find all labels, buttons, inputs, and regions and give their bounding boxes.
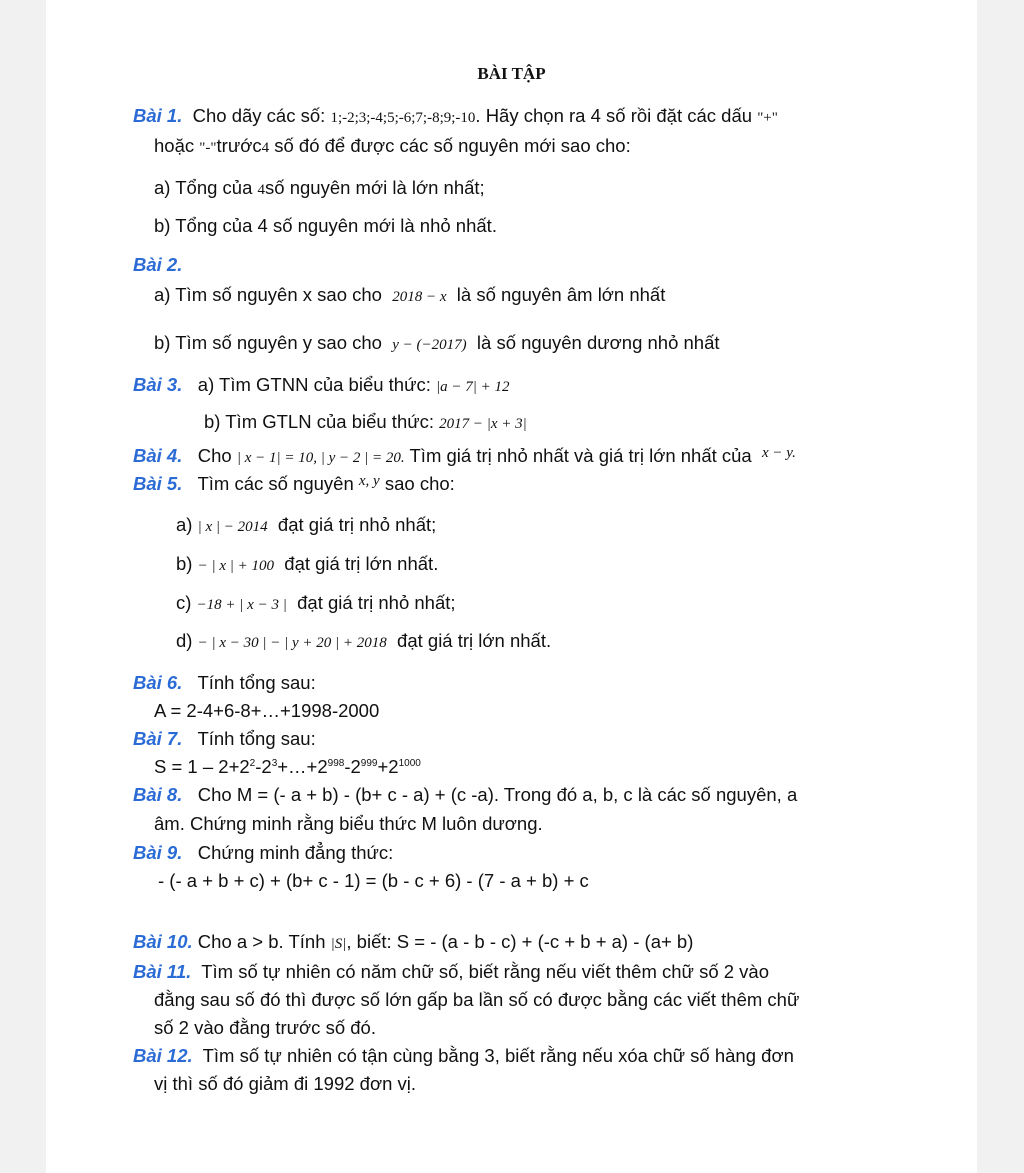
b1-part-b: b) Tổng của 4 số nguyên mới là nhỏ nhất.: [154, 215, 497, 236]
b10-label: Bài 10.: [133, 931, 193, 952]
b10-line: [133, 930, 693, 956]
b5-b-expr: − | x | + 100: [197, 558, 274, 574]
b1-l1-pre: Cho dãy các số:: [192, 105, 326, 126]
b1-plus-sign: "+": [757, 110, 778, 126]
b7-s3: 998: [327, 758, 345, 769]
b6-heading: [133, 671, 316, 695]
b7-e5: +2: [377, 756, 399, 777]
b2-b-expr: y − (−2017): [392, 337, 467, 353]
b2-heading: [133, 253, 182, 277]
b11-label: Bài 11.: [133, 961, 192, 982]
b5-part-a: [176, 513, 436, 539]
b4-pre: Cho: [197, 445, 232, 466]
b2-a-post: là số nguyên âm lớn nhất: [456, 284, 666, 305]
b4-label: Bài 4.: [133, 445, 183, 466]
b7-label: Bài 7.: [133, 728, 183, 749]
b7-s5: 1000: [398, 758, 421, 769]
b12-line-2: vị thì số đó giảm đi 1992 đơn vị.: [154, 1073, 417, 1094]
b1-l2-b: trước: [216, 135, 262, 156]
b5-c-post: đạt giá trị nhỏ nhất;: [297, 592, 456, 613]
b2-b-post: là số nguyên dương nhỏ nhất: [476, 332, 720, 353]
b4-end: x − y.: [762, 445, 796, 461]
b1-line-2: [154, 134, 631, 160]
b9-heading: [133, 841, 393, 865]
b7-e3: +…+2: [277, 756, 328, 777]
b10-post: , biết: S = - (a - b - c) + (-c + b + a) - (a+ b): [346, 931, 694, 952]
b1-l2-c: số đó để được các số nguyên mới sao cho:: [274, 135, 631, 156]
document-page: [46, 0, 977, 1173]
b12-label: Bài 12.: [133, 1045, 193, 1066]
b5-part-b: [176, 552, 438, 578]
b9-expr: - (- a + b + c) + (b+ c - 1) = (b - c + 6) - (7 - a + b) + c: [158, 870, 589, 891]
b2-part-a: [154, 283, 665, 309]
b3-a-expr: |a − 7| + 12: [436, 379, 510, 395]
b7-expr: [154, 755, 421, 779]
page-title: BÀI TẬP: [477, 64, 546, 83]
b12-line-1: [133, 1044, 794, 1068]
b3-part-a: [133, 373, 510, 399]
b7-s4: 999: [360, 758, 378, 769]
b2-part-b: [154, 331, 720, 357]
b5-d-expr: − | x − 30 | − | y + 20 | + 2018: [197, 635, 387, 651]
b5-vars: x, y: [358, 473, 380, 489]
b5-part-d: [176, 629, 551, 655]
b1-label: Bài 1.: [133, 105, 183, 126]
b5-label: Bài 5.: [133, 473, 183, 494]
b4-expr: | x − 1| = 10, | y − 2 | = 20.: [236, 450, 405, 466]
b3-label: Bài 3.: [133, 374, 183, 395]
b5-c-expr: −18 + | x − 3 |: [196, 597, 287, 613]
b7-e2: -2: [255, 756, 272, 777]
b1-a-four: 4: [257, 182, 266, 198]
b7-s1: 2: [249, 758, 256, 769]
b1-a-pre: a) Tổng của: [154, 177, 253, 198]
b1-sequence: 1;-2;3;-4;5;-6;7;-8;9;-10: [330, 110, 476, 126]
b1-l1-post: . Hãy chọn ra 4 số rồi đặt các dấu: [475, 105, 753, 126]
b1-line-1: [133, 104, 778, 130]
b1-part-a: [154, 176, 485, 202]
b5-part-c: [176, 591, 456, 617]
b7-text: Tính tổng sau:: [197, 728, 316, 749]
b5-a-post: đạt giá trị nhỏ nhất;: [277, 514, 437, 535]
b9-text: Chứng minh đẳng thức:: [197, 842, 394, 863]
b8-label: Bài 8.: [133, 784, 183, 805]
b5-b-lbl: b): [176, 553, 193, 574]
b5-b-post: đạt giá trị lớn nhất.: [284, 553, 439, 574]
b11-line-2: đằng sau số đó thì được số lớn gấp ba lần số có được bằng các viết thêm chữ: [154, 989, 800, 1010]
b7-s2: 3: [271, 758, 278, 769]
b2-a-expr: 2018 − x: [392, 289, 447, 305]
b2-label: Bài 2.: [133, 254, 183, 275]
b3-b-pre: b) Tìm GTLN của biểu thức:: [204, 411, 435, 432]
b7-e4: -2: [344, 756, 361, 777]
b12-l1: Tìm số tự nhiên có tận cùng bằng 3, biết rằng nếu xóa chữ số hàng đơn: [202, 1045, 794, 1066]
b8-line-2: âm. Chứng minh rằng biểu thức M luôn dương.: [154, 813, 543, 834]
b11-line-3: số 2 vào đằng trước số đó.: [154, 1017, 376, 1038]
b11-l1: Tìm số tự nhiên có năm chữ số, biết rằng nếu viết thêm chữ số 2 vào: [201, 961, 769, 982]
b9-label: Bài 9.: [133, 842, 183, 863]
b2-a-pre: a) Tìm số nguyên x sao cho: [154, 284, 382, 305]
b1-l2-four: 4: [261, 140, 270, 156]
b6-text: Tính tổng sau:: [197, 672, 316, 693]
b4-line: [133, 441, 796, 470]
b6-expr: A = 2-4+6-8+…+1998-2000: [154, 700, 380, 721]
b8-l1: Cho M = (- a + b) - (b+ c - a) + (c -a). Trong đó a, b, c là các số nguyên, a: [197, 784, 798, 805]
b2-b-pre: b) Tìm số nguyên y sao cho: [154, 332, 382, 353]
b10-abs-s: |S|: [330, 936, 347, 952]
b1-a-post: số nguyên mới là lớn nhất;: [265, 177, 485, 198]
b5-d-lbl: d): [176, 630, 193, 651]
b6-label: Bài 6.: [133, 672, 183, 693]
b3-part-b: [204, 410, 527, 436]
b5-heading: [133, 469, 455, 496]
b3-a-pre: a) Tìm GTNN của biểu thức:: [197, 374, 431, 395]
b5-a-lbl: a): [176, 514, 193, 535]
b7-heading: [133, 727, 316, 751]
b8-line-1: [133, 783, 797, 807]
b5-a-expr: | x | − 2014: [197, 519, 268, 535]
b5-pre: Tìm các số nguyên: [197, 473, 354, 494]
b1-l2-a: hoặc: [154, 135, 195, 156]
b10-pre: Cho a > b. Tính: [197, 931, 326, 952]
b3-b-expr: 2017 − |x + 3|: [439, 416, 527, 432]
b5-post: sao cho:: [384, 473, 455, 494]
b5-c-lbl: c): [176, 592, 192, 613]
b11-line-1: [133, 960, 769, 984]
b7-e1: S = 1 – 2+2: [154, 756, 250, 777]
b1-minus-sign: "-": [199, 140, 217, 156]
b4-mid: Tìm giá trị nhỏ nhất và giá trị lớn nhất của: [409, 445, 752, 466]
b5-d-post: đạt giá trị lớn nhất.: [397, 630, 552, 651]
